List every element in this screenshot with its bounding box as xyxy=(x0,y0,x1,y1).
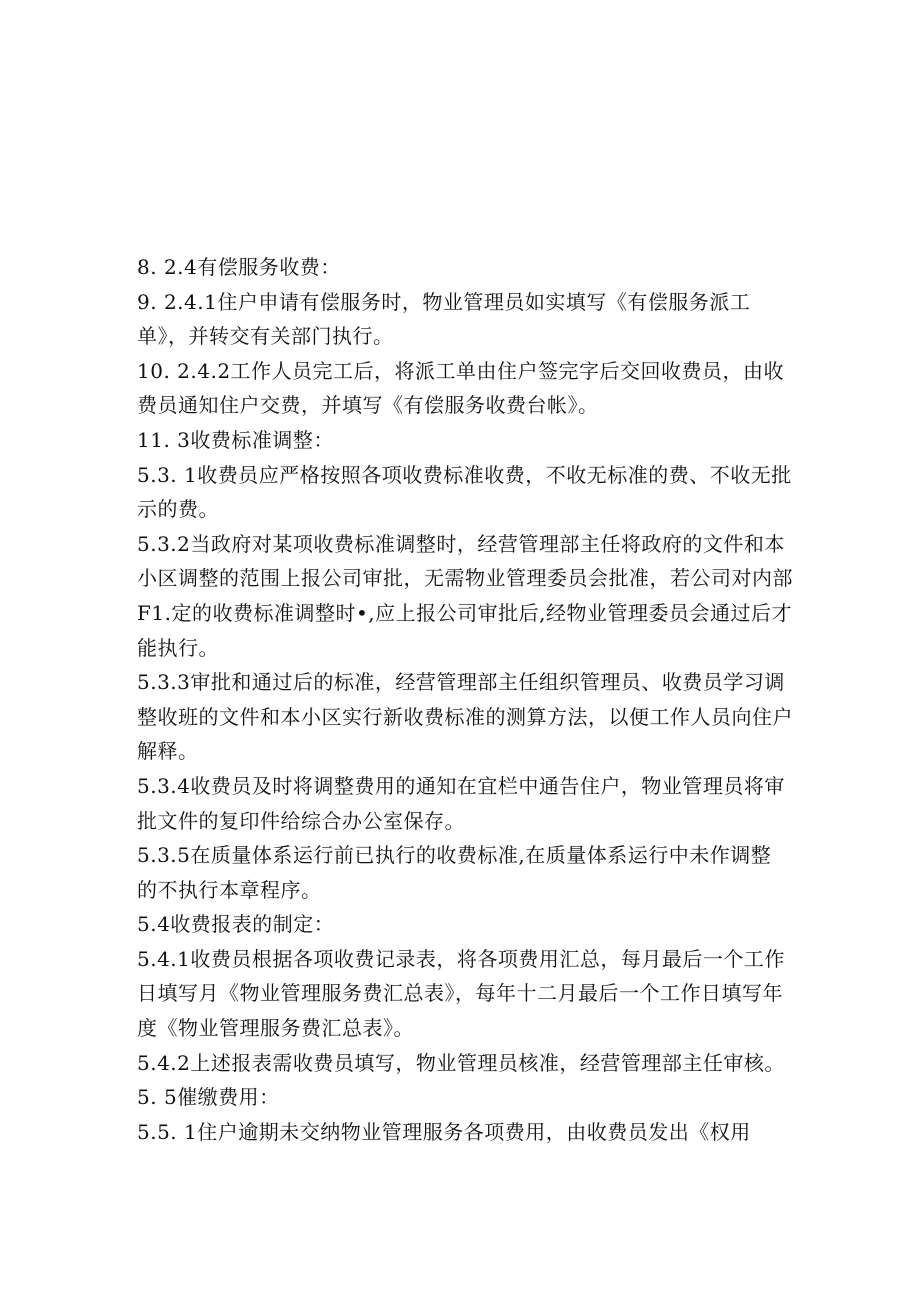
text-line: 5.3.2当政府对某项收费标准调整时，经营管理部主任将政府的文件和本 xyxy=(137,531,785,556)
document-body xyxy=(137,250,797,1149)
text-line: F1.定的收费标准调整时•,应上报公司审批后,经物业管理委员会通过后才 xyxy=(137,600,792,625)
text-line: 5.4.1收费员根据各项收费记录表，将各项费用汇总，每月最后一个工作 xyxy=(137,946,785,971)
text-line: 整收班的文件和本小区实行新收费标准的测算方法，以便工作人员向住户 xyxy=(137,704,793,729)
text-line: 解释。 xyxy=(137,739,199,764)
text-line: 5.3.3审批和通过后的标准，经营管理部主任组织管理员、收费员学习调 xyxy=(137,670,785,695)
text-line: 能执行。 xyxy=(137,635,219,660)
text-line: 示的费。 xyxy=(137,497,219,522)
text-line: 费员通知住户交费，并填写《有偿服务收费台帐》。 xyxy=(137,393,599,418)
text-line: 5.4.2上述报表需收费员填写，物业管理员核准，经营管理部主任审核。 xyxy=(137,1050,785,1075)
text-line: 5.4收费报表的制定： xyxy=(137,912,335,937)
text-line: 度《物业管理服务费汇总表》。 xyxy=(137,1016,414,1041)
text-line: 8. 2.4有偿服务收费： xyxy=(137,255,341,279)
text-line: 小区调整的范围上报公司审批，无需物业管理委员会批准，若公司对内部 xyxy=(137,566,793,591)
text-line: 10. 2.4.2工作人员完工后，将派工单由住户签完字后交回收费员，由收 xyxy=(137,358,785,383)
text-line: 5.5. 1住户逾期未交纳物业管理服务各项费用，由收费员发出《权用 xyxy=(137,1119,751,1144)
text-line: 批文件的复印件给综合办公室保存。 xyxy=(137,808,465,833)
text-line: 的不执行本章程序。 xyxy=(137,877,322,902)
text-line: 11. 3收费标准调整： xyxy=(137,427,334,452)
text-line: 5.3.5在质量体系运行前已执行的收费标准,在质量体系运行中未作调整 xyxy=(137,843,772,868)
text-line: 日填写月《物业管理服务费汇总表》，每年十二月最后一个工作日填写年 xyxy=(137,981,783,1006)
text-line: 5. 5催缴费用： xyxy=(137,1085,280,1110)
text-line: 9. 2.4.1住户申请有偿服务时，物业管理员如实填写《有偿服务派工 xyxy=(137,289,751,314)
text-line: 5.3.4收费员及时将调整费用的通知在宜栏中通告住户，物业管理员将审 xyxy=(137,773,785,798)
text-line: 单》，并转交有关部门执行。 xyxy=(137,324,394,349)
text-line: 5.3. 1收费员应严格按照各项收费标准收费，不收无标准的费、不收无批 xyxy=(137,462,792,487)
